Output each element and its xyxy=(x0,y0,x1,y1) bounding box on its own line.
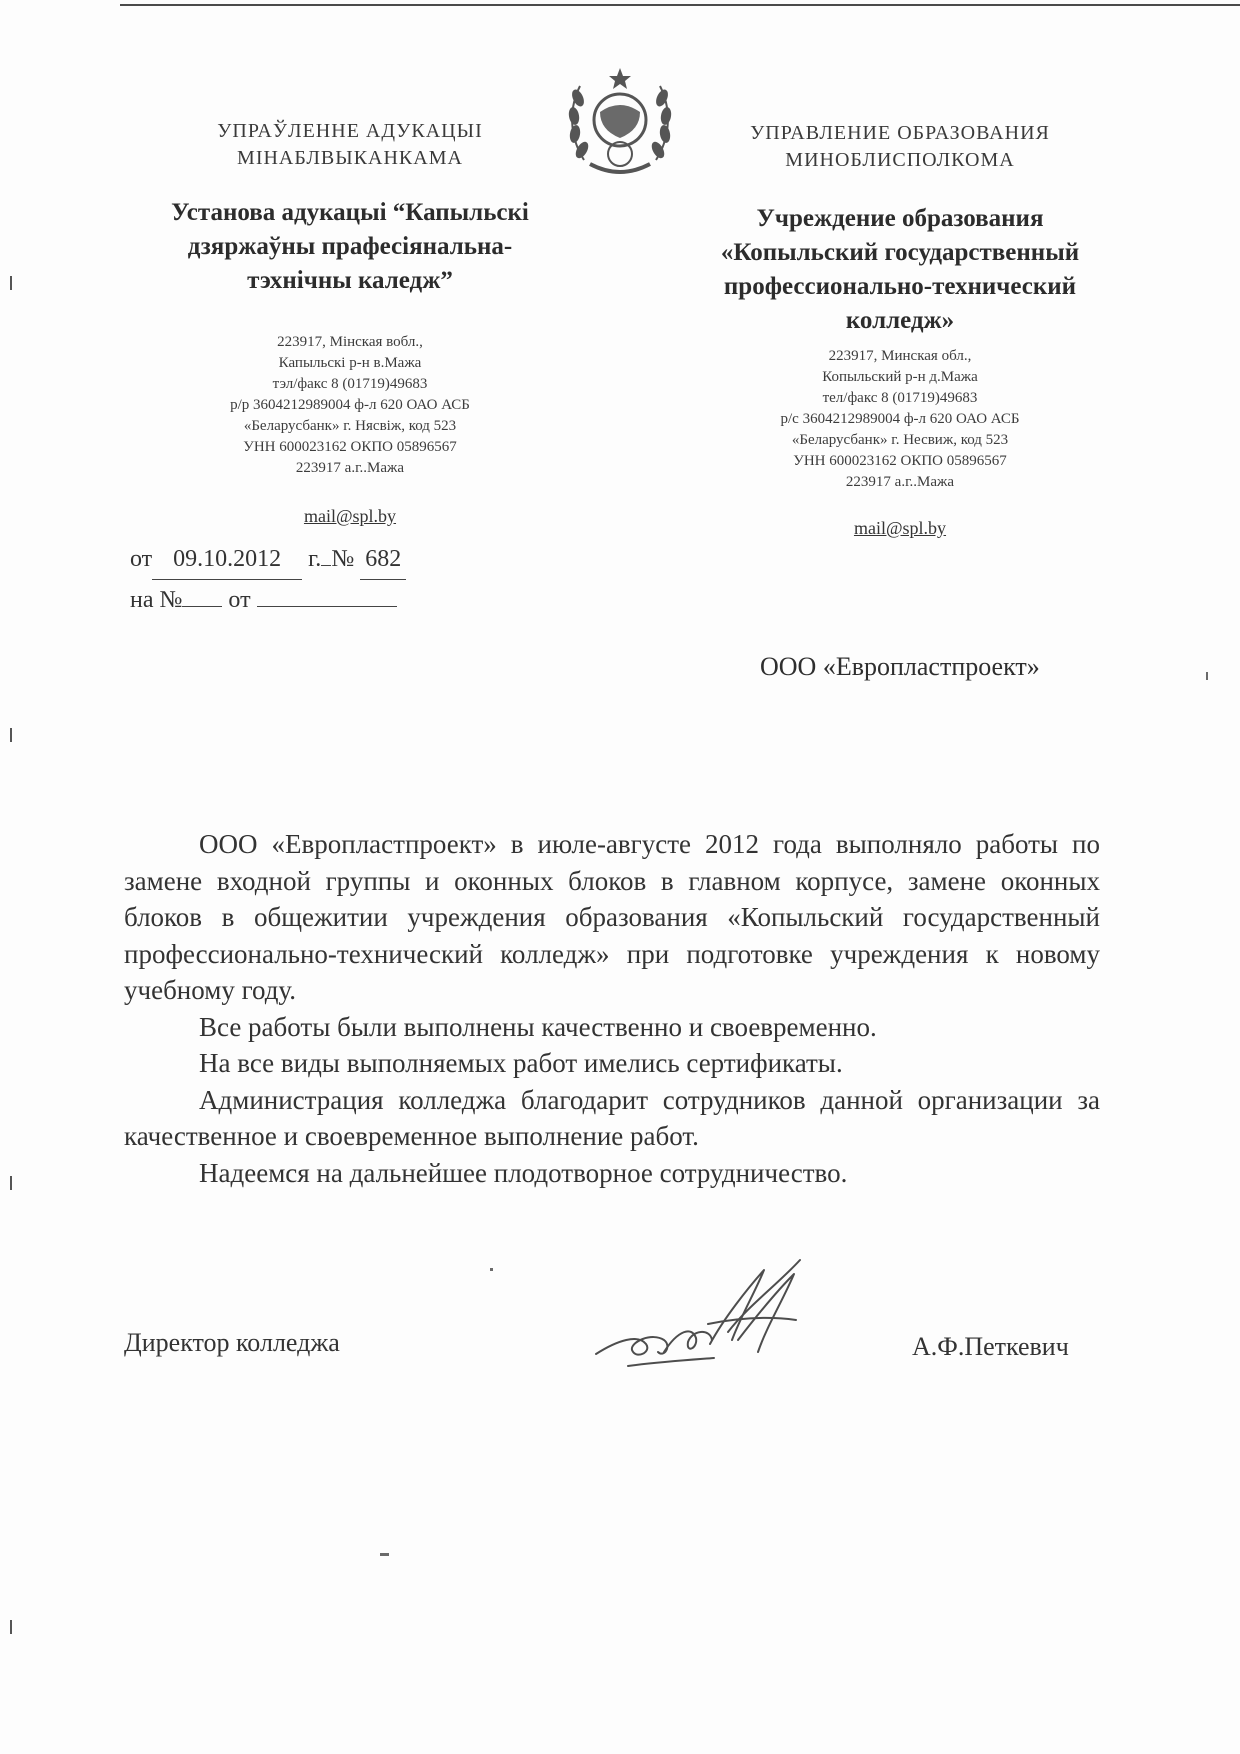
handwritten-signature xyxy=(588,1244,868,1380)
right-address-line: тел/факс 8 (01719)49683 xyxy=(822,390,978,406)
right-address-block xyxy=(690,346,1110,493)
left-address-line: Капыльскі р-н в.Мажа xyxy=(278,355,422,371)
reply-reference-line xyxy=(130,580,600,620)
body-paragraph: Все работы были выполнены качественно и своевременно. xyxy=(199,1011,877,1042)
left-authority-name xyxy=(140,118,560,172)
left-institution-line: дзяржаўны прафесіянальна- xyxy=(187,233,513,260)
number-label: № xyxy=(331,546,355,572)
right-address-line: 223917 а.г..Мажа xyxy=(845,474,955,490)
right-address-line: УНН 600023162 ОКПО 05896567 xyxy=(793,453,1007,469)
right-authority-line: УПРАВЛЕНИЕ ОБРАЗОВАНИЯ xyxy=(750,122,1050,144)
left-address-line: тэл/факс 8 (01719)49683 xyxy=(272,376,428,392)
left-email-link[interactable]: mail@spl.by xyxy=(303,506,397,526)
reply-from-label: от xyxy=(228,587,251,613)
from-label: от xyxy=(130,546,153,572)
right-institution-line: колледж» xyxy=(845,307,955,334)
left-address-line: р/р 3604212989004 ф-л 620 ОАО АСБ xyxy=(230,397,470,413)
right-institution-line: профессионально-технический xyxy=(723,273,1077,300)
top-scan-border xyxy=(120,4,1240,6)
body-paragraph: Администрация колледжа благодарит сотрудников данной организации за качественное и своевременное выполнение работ. xyxy=(124,1084,1100,1151)
reference-number: 682 xyxy=(360,539,406,580)
left-address-line: «Беларусбанк» г. Нясвіж, код 523 xyxy=(243,418,457,434)
left-address-block xyxy=(150,332,550,479)
right-address-line: Копыльский р-н д.Мажа xyxy=(822,369,978,385)
left-institution-line: тэхнічны каледж” xyxy=(247,267,453,294)
signatory-name: А.Ф.Петкевич xyxy=(912,1332,1069,1361)
reply-number-label: на № xyxy=(130,587,183,613)
left-authority-line: МІНАБЛВЫКАНКАМА xyxy=(237,147,463,169)
scan-mark xyxy=(10,1620,12,1634)
body-paragraph: ООО «Европластпроект» в июле-августе 2012 года выполняло работы по замене входной группы и оконных блоков в главном корпусе, замене оконных блоков в общежитии учреждения образования «Копыльский государственный профессионально-технический колледж» при подготовке учреждения к новому учебному году. xyxy=(124,829,1100,1005)
body-paragraph: На все виды выполняемых работ имелись сертификаты. xyxy=(199,1048,843,1078)
right-email-link[interactable]: mail@spl.by xyxy=(853,518,947,538)
right-address-line: р/с 3604212989004 ф-л 620 ОАО АСБ xyxy=(780,411,1020,427)
body-paragraph: Надеемся на дальнейшее плодотворное сотрудничество. xyxy=(199,1157,848,1188)
left-address-line: УНН 600023162 ОКПО 05896567 xyxy=(243,439,457,455)
scan-speck xyxy=(1206,672,1208,680)
state-emblem-icon xyxy=(566,64,674,178)
letter-body xyxy=(124,826,1100,1191)
reference-line xyxy=(130,539,600,580)
left-institution-name xyxy=(110,196,590,298)
left-address-line: 223917 а.г..Мажа xyxy=(295,460,405,476)
recipient-name: ООО «Европластпроект» xyxy=(760,652,1040,681)
right-institution-name xyxy=(660,202,1140,338)
outgoing-reference xyxy=(130,539,600,620)
scan-mark xyxy=(10,728,12,742)
reference-date: 09.10.2012 xyxy=(152,539,302,580)
left-address-line: 223917, Мінская вобл., xyxy=(277,334,423,350)
right-institution-line: «Копыльский государственный xyxy=(720,239,1080,266)
left-authority-line: УПРАЎЛЕННЕ АДУКАЦЫІ xyxy=(217,120,483,142)
right-institution-line: Учреждение образования xyxy=(756,205,1044,232)
scan-mark xyxy=(10,276,12,290)
right-address-line: «Беларусбанк» г. Несвиж, код 523 xyxy=(791,432,1009,448)
scan-speck xyxy=(380,1553,389,1556)
signatory-position: Директор колледжа xyxy=(124,1328,340,1357)
scan-speck xyxy=(490,1268,493,1271)
right-authority-line: МИНОБЛИСПОЛКОМА xyxy=(785,149,1015,171)
left-institution-line: Установа адукацыі “Капыльскі xyxy=(171,199,529,226)
year-suffix: г. xyxy=(308,546,322,572)
right-address-line: 223917, Минская обл., xyxy=(828,348,972,364)
right-authority-name xyxy=(690,120,1110,174)
scan-mark xyxy=(10,1176,12,1190)
